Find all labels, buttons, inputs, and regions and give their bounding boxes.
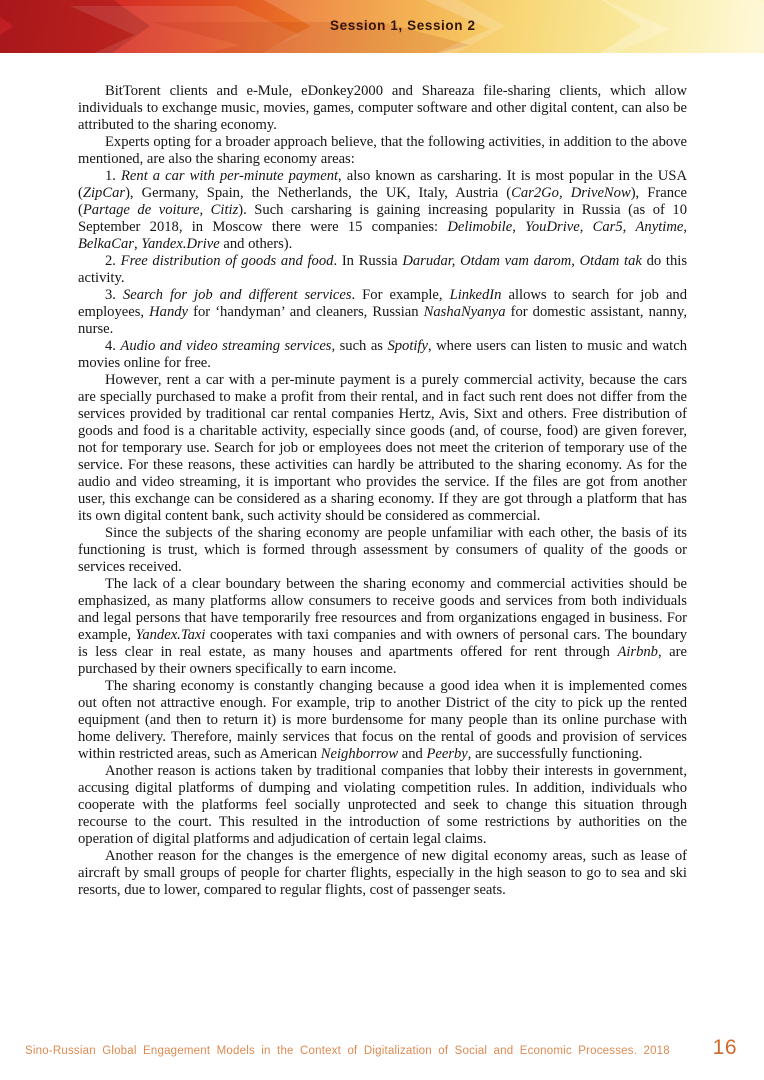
text-segment: for ‘handyman’ and cleaners, Russian: [188, 304, 424, 320]
text-segment: BitTorent clients and e-Mule, eDonkey2000 and Shareaza file-sharing clients, which allow individuals to exchange music, movies, games, computer software and other digital content, can also be attributed to the sharing economy.: [78, 83, 687, 133]
text-segment: allows to search for job and employees,: [78, 287, 688, 320]
paragraph: [78, 168, 687, 253]
text-segment: and: [398, 746, 427, 762]
italic-text-segment: BelkaCar: [78, 236, 134, 252]
text-segment: 2.: [105, 253, 121, 269]
text-segment: do this activity.: [78, 253, 687, 286]
page-footer: [25, 1036, 737, 1060]
italic-text-segment: Search for job and different services: [122, 287, 352, 303]
text-segment: for domestic assistant, nanny, nurse.: [78, 304, 687, 337]
paragraph: [78, 525, 687, 576]
text-segment: Another reason for the changes is the emergence of new digital economy areas, such as lease of aircraft by small groups of people for charter flights, especially in the high season to go to sea and ski resorts, due to lower, compared to regular flights, cost of passenger seats.: [78, 848, 687, 898]
paragraph: [78, 287, 687, 338]
paragraph: [78, 372, 687, 525]
text-segment: Experts opting for a broader approach believe, that the following activities, in addition to the above mentioned, are also the sharing economy areas:: [78, 134, 687, 167]
text-segment: , are purchased by their owners specifically to earn income.: [78, 644, 687, 677]
text-segment: ), Germany, Spain, the Netherlands, the UK, Italy, Austria (: [125, 185, 512, 201]
text-segment: ,: [683, 219, 687, 235]
text-segment: Since the subjects of the sharing economy are people unfamiliar with each other, the basis of its functioning is trust, which is formed through assessment by consumers of quality of the goods or services received.: [78, 525, 687, 575]
italic-text-segment: Yandex.Drive: [141, 236, 220, 252]
italic-text-segment: Partage de voiture, Citiz: [82, 202, 239, 218]
italic-text-segment: NashaNyanya: [423, 304, 506, 320]
text-segment: , also known as carsharing. It is most popular in the USA (: [78, 168, 687, 201]
text-segment: ), France (: [78, 185, 687, 218]
italic-text-segment: Peerby: [426, 746, 468, 762]
text-segment: ,: [622, 219, 636, 235]
paragraph: [78, 763, 687, 848]
text-segment: . For example,: [351, 287, 450, 303]
text-segment: , such as: [331, 338, 388, 354]
italic-text-segment: ZipCar: [82, 185, 126, 201]
italic-text-segment: Darudar, Otdam vam darom, Otdam tak: [402, 253, 642, 269]
italic-text-segment: Delimobile: [447, 219, 513, 235]
text-segment: ,: [512, 219, 526, 235]
italic-text-segment: Rent a car with per-minute payment: [121, 168, 339, 184]
italic-text-segment: LinkedIn: [449, 287, 502, 303]
italic-text-segment: YouDrive: [525, 219, 580, 235]
text-segment: cooperates with taxi companies and with owners of personal cars. The boundary is less clear in real estate, as many houses and apartments offered for rent through: [78, 627, 687, 660]
italic-text-segment: Yandex.Taxi: [135, 627, 206, 643]
text-segment: . In Russia: [333, 253, 403, 269]
text-segment: However, rent a car with a per-minute payment is a purely commercial activity, because the cars are specially purchased to make a profit from their rental, and in fact such rent does not differ from the services provided by traditional car rental companies Hertz, Avis, Sixt and others. Free distribution of goods and food is a charitable activity, especially since goods (and, of course, food) are given forever, not for temporary use. Search for job or employees does not meet the criterion of temporary use of the service. For these reasons, these activities can hardly be attributed to the sharing economy. As for the audio and video streaming, it is important who provides the service. If the files are got from another user, this exchange can be considered as a sharing economy. If they are got through a platform that has its own digital content bank, such activity should be considered as commercial.: [78, 372, 687, 524]
paragraph: [78, 134, 687, 168]
paragraph: [78, 253, 687, 287]
text-segment: ). Such carsharing is gaining increasing popularity in Russia (as of 10 September 2018, in Moscow there were 15 companies:: [78, 202, 687, 235]
text-segment: , where users can listen to music and watch movies online for free.: [78, 338, 687, 371]
text-segment: The sharing economy is constantly changing because a good idea when it is implemented comes out often not attractive enough. For example, trip to another District of the city to pick up the rented equipment (and then to return it) is more burdensome for many people than its online purchase with home delivery. Therefore, mainly services that focus on the rental of goods and provision of services within restricted areas, such as American: [78, 678, 687, 762]
text-segment: 4.: [105, 338, 121, 354]
document-body: [78, 83, 687, 899]
text-segment: ,: [133, 236, 142, 252]
text-segment: The lack of a clear boundary between the sharing economy and commercial activities should be emphasized, as many platforms allow consumers to receive goods and services from both individuals and legal persons that have temporarily free resources and from organizations engaged in business. For example,: [78, 576, 687, 643]
paragraph: [78, 848, 687, 899]
italic-text-segment: Neighborrow: [320, 746, 399, 762]
text-segment: , are successfully functioning.: [467, 746, 643, 762]
paragraph: [78, 83, 687, 134]
italic-text-segment: Free distribution of goods and food: [120, 253, 334, 269]
text-segment: 3.: [105, 287, 123, 303]
text-segment: and others).: [219, 236, 293, 252]
header-banner: [0, 0, 764, 53]
italic-text-segment: Anytime: [635, 219, 684, 235]
italic-text-segment: Audio and video streaming services: [120, 338, 332, 354]
italic-text-segment: Car5: [592, 219, 623, 235]
italic-text-segment: Car2Go, DriveNow: [511, 185, 631, 201]
text-segment: Another reason is actions taken by traditional companies that lobby their interests in government, accusing digital platforms of dumping and violating competition rules. In addition, individuals who cooperate with the platforms feel socially unprotected and seek to change this situation through recourse to the court. This resulted in the introduction of some restrictions by authorities on the operation of digital platforms and adjudication of certain legal claims.: [78, 763, 687, 847]
paragraph: [78, 338, 687, 372]
paragraph: [78, 678, 687, 763]
paragraph: [78, 576, 687, 678]
italic-text-segment: Spotify: [387, 338, 428, 354]
italic-text-segment: Handy: [149, 304, 189, 320]
italic-text-segment: Airbnb: [617, 644, 658, 660]
text-segment: ,: [579, 219, 593, 235]
page-number: 16: [712, 1036, 737, 1059]
session-title: Session 1, Session 2: [330, 18, 476, 33]
text-segment: 1.: [105, 168, 121, 184]
footer-proceedings-title: Sino-Russian Global Engagement Models in the Context of Digitalization of Social and Economic Processes. 2018: [25, 1045, 670, 1057]
